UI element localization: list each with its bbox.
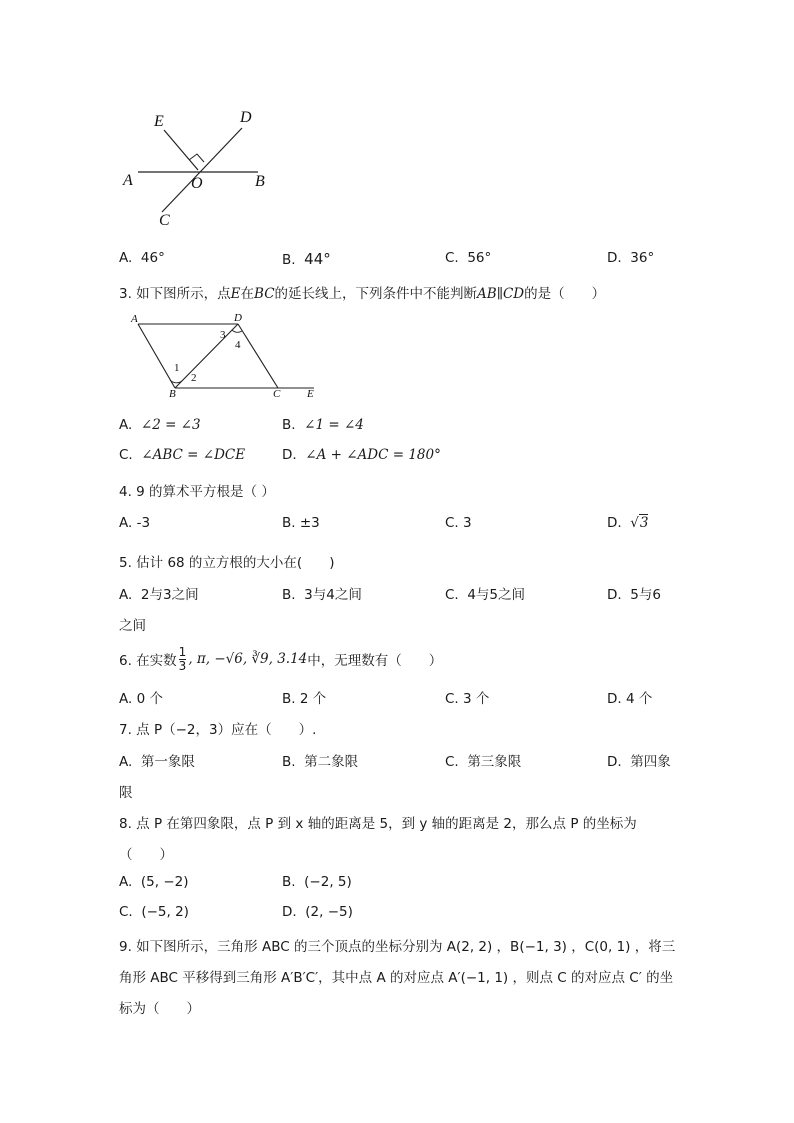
q9-stem-line3: 标为（ ） [119,1001,200,1017]
q8-option-b[interactable]: B. (−2, 5) [282,874,352,890]
q5-option-c[interactable]: C. 4与5之间 [445,587,525,603]
q4-option-a[interactable]: A. -3 [119,515,151,531]
figure-intersecting-lines [118,108,278,233]
label-O: O [191,175,203,192]
q2-option-d[interactable]: D. 36° [607,250,655,266]
label-A: A [123,172,133,189]
p-label-C: C [273,388,281,400]
p-label-1: 1 [174,362,180,374]
q3-option-c[interactable]: C. ∠ABC = ∠DCE [119,447,246,463]
sqrt-sign: √ [630,515,639,531]
q2-option-a[interactable]: A. 46° [119,250,165,266]
q6-option-b[interactable]: B. 2 个 [282,691,327,707]
q6-option-a[interactable]: A. 0 个 [119,691,163,707]
p-label-2: 2 [191,372,197,384]
q7-option-a[interactable]: A. 第一象限 [119,754,195,770]
q7-option-b[interactable]: B. 第二象限 [282,754,359,770]
q3-option-d[interactable]: D. ∠A + ∠ADC = 180° [282,447,441,463]
label-C: C [159,212,170,229]
q4-option-c[interactable]: C. 3 [445,515,472,531]
q4-stem: 4. 9 的算术平方根是（ ） [119,484,275,500]
q8-option-a[interactable]: A. (5, −2) [119,874,189,890]
label-B: B [255,173,265,190]
q5-option-d[interactable]: D. 5与6 [607,587,661,603]
q3-option-b[interactable]: B. ∠1 = ∠4 [282,417,364,433]
q8-stem-line2: （ ） [119,847,173,863]
q3-stem: 3. 如下图所示，点E在BC的延长线上，下列条件中不能判断AB∥CD的是（ ） [119,286,606,302]
q7-stem: 7. 点 P（−2，3）应在（ ）. [119,722,317,738]
parallelogram-diagram [128,314,328,404]
q8-stem: 8. 点 P 在第四象限，点 P 到 x 轴的距离是 5，到 y 轴的距离是 2，那么点 P 的坐标为 [119,816,637,832]
q4-option-d[interactable]: D. √3 [607,515,649,531]
q3-option-a[interactable]: A. ∠2 = ∠3 [119,417,201,433]
q9-stem-line2: 角形 ABC 平移得到三角形 A′B′C′，其中点 A 的对应点 A′(−1, 1) ，则点 C 的对应点 C′ 的坐 [119,970,674,986]
q5-option-a[interactable]: A. 2与3之间 [119,587,199,603]
label-E: E [154,113,164,130]
p-label-4: 4 [235,339,241,351]
q5-option-d-wrap: 之间 [119,618,146,634]
q6-stem: 6. 在实数 $\frac{1}{3}$ , π, −√6, ∛9, 3.14 中，无理数有（ ） [119,644,443,673]
q7-option-c[interactable]: C. 第三象限 [445,754,522,770]
p-label-3: 3 [220,329,226,341]
q2-option-c[interactable]: C. 56° [445,250,492,266]
intersecting-lines-diagram [118,108,278,233]
fraction-one-third: $\frac{1}{3}$ [178,644,187,673]
q7-option-d[interactable]: D. 第四象 [607,754,671,770]
q4-option-b[interactable]: B. ±3 [282,515,320,531]
p-label-E: E [307,388,314,400]
q5-stem: 5. 估计 68 的立方根的大小在( ) [119,555,335,571]
q7-option-d-wrap: 限 [119,785,133,801]
p-label-A: A [131,313,138,325]
figure-parallelogram [128,314,328,404]
q2-option-b[interactable]: B. 44° [282,250,331,268]
q8-option-d[interactable]: D. (2, −5) [282,904,353,920]
q6-option-c[interactable]: C. 3 个 [445,691,490,707]
q6-option-d[interactable]: D. 4 个 [607,691,653,707]
p-label-D: D [234,312,242,324]
label-D: D [240,109,252,126]
q9-stem-line1: 9. 如下图所示，三角形 ABC 的三个顶点的坐标分别为 A(2, 2) ，B(−1, 3) ，C(0, 1) ，将三 [119,939,676,955]
q8-option-c[interactable]: C. (−5, 2) [119,904,189,920]
p-label-B: B [169,388,176,400]
q5-option-b[interactable]: B. 3与4之间 [282,587,362,603]
